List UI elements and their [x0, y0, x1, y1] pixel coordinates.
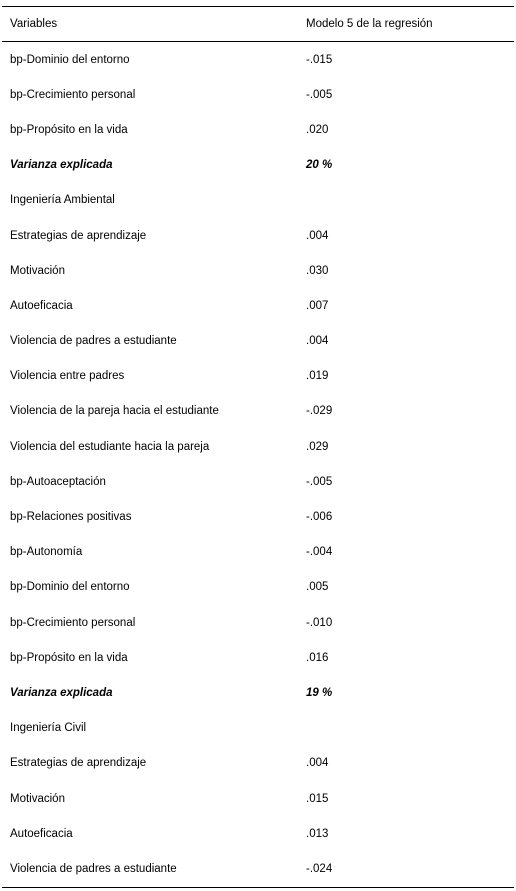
row-variable-label: Varianza explicada — [10, 686, 113, 699]
row-variable-label: Autoeficacia — [10, 827, 73, 840]
table-row — [2, 535, 514, 570]
table-row — [2, 429, 514, 464]
table-row — [2, 359, 514, 394]
row-variable-label: bp-Autoaceptación — [10, 475, 106, 488]
table-row — [2, 324, 514, 359]
row-coefficient-value: -.015 — [306, 53, 333, 66]
table-row — [2, 711, 514, 746]
row-variable-label: bp-Propósito en la vida — [10, 651, 128, 664]
row-variable-label: Violencia del estudiante hacia la pareja — [10, 440, 210, 453]
table-row — [2, 816, 514, 851]
table-row — [2, 640, 514, 675]
row-variable-label: Estrategias de aprendizaje — [10, 229, 147, 242]
table-row — [2, 746, 514, 781]
row-variable-label: Motivación — [10, 792, 65, 805]
row-variable-label: Violencia de padres a estudiante — [10, 335, 177, 348]
row-coefficient-value: -.005 — [306, 88, 333, 101]
row-variable-label: bp-Dominio del entorno — [10, 581, 130, 594]
row-variable-label: Motivación — [10, 264, 65, 277]
table-row — [2, 183, 514, 218]
table-row — [2, 570, 514, 605]
row-coefficient-value: 20 % — [306, 159, 333, 172]
row-coefficient-value: .004 — [306, 229, 329, 242]
row-coefficient-value: -.010 — [306, 616, 333, 629]
header-model: Modelo 5 de la regresión — [306, 18, 433, 30]
table-row — [2, 394, 514, 429]
table-row — [2, 851, 514, 886]
row-variable-label: Ingeniería Civil — [10, 722, 87, 735]
row-coefficient-value: .007 — [306, 299, 329, 312]
row-variable-label: Violencia de padres a estudiante — [10, 862, 177, 875]
row-coefficient-value: .013 — [306, 827, 329, 840]
row-coefficient-value: .016 — [306, 651, 329, 664]
row-coefficient-value: -.006 — [306, 511, 333, 524]
table-row — [2, 148, 514, 183]
row-coefficient-value: .019 — [306, 370, 329, 383]
row-variable-label: Violencia entre padres — [10, 370, 125, 383]
row-variable-label: bp-Propósito en la vida — [10, 123, 128, 136]
row-variable-label: Autoeficacia — [10, 299, 73, 312]
row-variable-label: Ingeniería Ambiental — [10, 194, 115, 207]
row-coefficient-value: .004 — [306, 757, 329, 770]
row-variable-label: bp-Relaciones positivas — [10, 511, 132, 524]
row-coefficient-value: -.004 — [306, 546, 333, 559]
row-variable-label: Violencia de la pareja hacia el estudiante — [10, 405, 219, 418]
row-variable-label: bp-Crecimiento personal — [10, 616, 136, 629]
header-variables: Variables — [10, 18, 58, 30]
table-row — [2, 781, 514, 816]
row-variable-label: Estrategias de aprendizaje — [10, 757, 147, 770]
table-row — [2, 253, 514, 288]
table-bottom-rule — [2, 887, 514, 888]
table-row — [2, 288, 514, 323]
row-coefficient-value: -.024 — [306, 862, 333, 875]
row-variable-label: Varianza explicada — [10, 159, 113, 172]
table-row — [2, 112, 514, 147]
row-variable-label: bp-Autonomía — [10, 546, 83, 559]
table-row — [2, 605, 514, 640]
table-row — [2, 499, 514, 534]
table-row — [2, 675, 514, 710]
row-variable-label: bp-Dominio del entorno — [10, 53, 130, 66]
table-row — [2, 77, 514, 112]
table-row — [2, 42, 514, 77]
table-row — [2, 464, 514, 499]
row-coefficient-value: -.005 — [306, 475, 333, 488]
table-body — [2, 42, 514, 887]
row-coefficient-value: .030 — [306, 264, 329, 277]
row-coefficient-value: .029 — [306, 440, 329, 453]
row-coefficient-value: .004 — [306, 335, 329, 348]
row-coefficient-value: .020 — [306, 123, 329, 136]
row-coefficient-value: -.029 — [306, 405, 333, 418]
row-coefficient-value: .015 — [306, 792, 329, 805]
row-coefficient-value: 19 % — [306, 686, 333, 699]
row-coefficient-value: .005 — [306, 581, 329, 594]
table-header-row — [2, 7, 514, 41]
regression-table — [2, 6, 514, 888]
row-variable-label: bp-Crecimiento personal — [10, 88, 136, 101]
table-row — [2, 218, 514, 253]
